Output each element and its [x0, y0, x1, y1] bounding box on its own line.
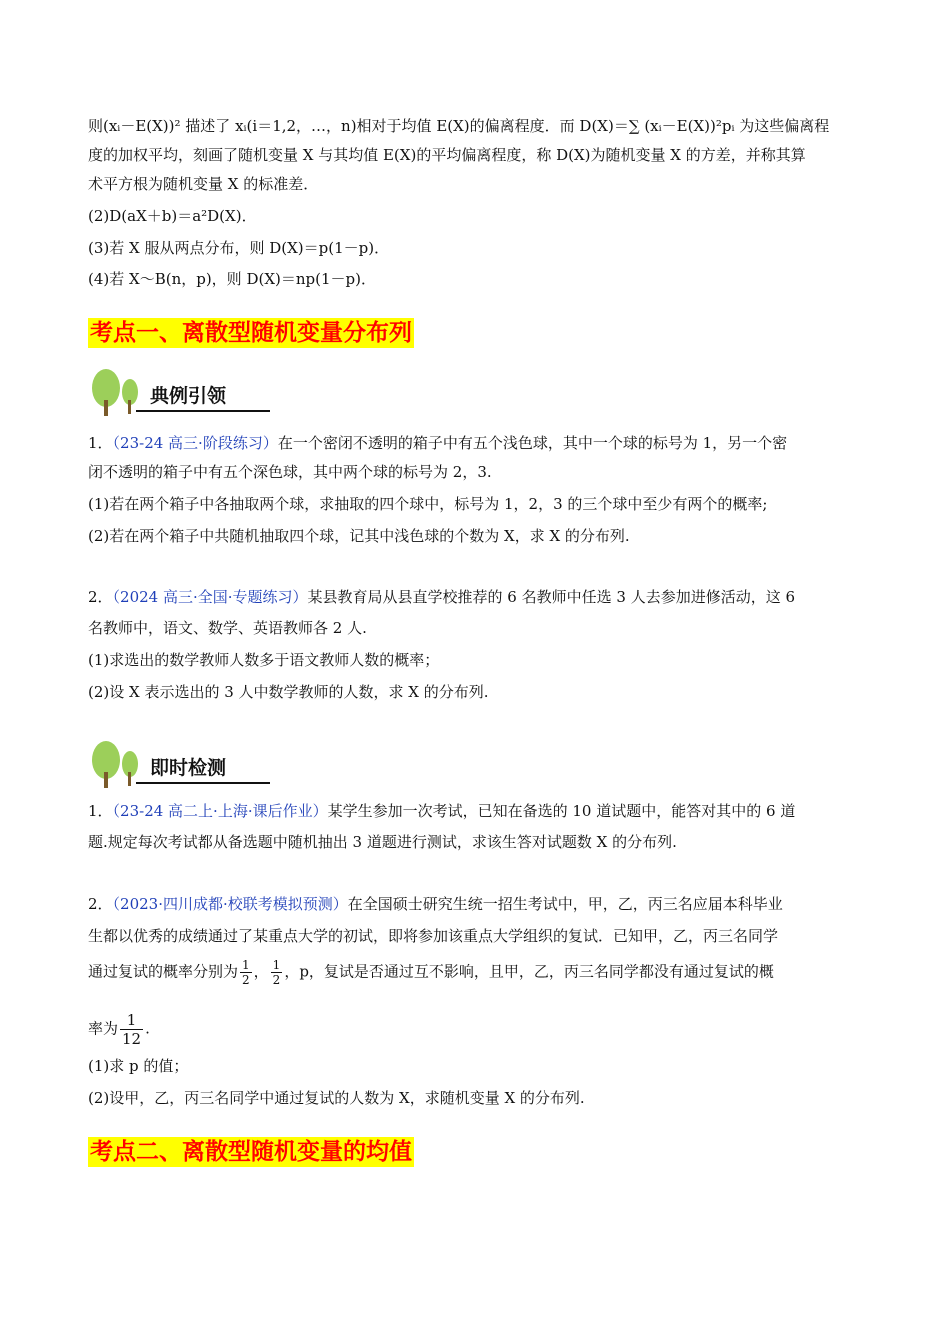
question-text: 在一个密闭不透明的箱子中有五个浅色球，其中一个球的标号为 1，另一个密: [277, 434, 788, 452]
example-badge: [88, 368, 270, 418]
practice-2-part-1: (1)求 p 的值；: [88, 1057, 189, 1075]
question-source: （2023·四川成都·校联考模拟预测）: [112, 895, 348, 913]
example-2-line-1: [88, 587, 795, 607]
example-1-line-1: [88, 433, 787, 453]
example-1-line-2: 闭不透明的箱子中有五个深色球，其中两个球的标号为 2，3.: [88, 463, 492, 481]
intro-line-3: 术平方根为随机变量 X 的标准差．: [88, 175, 319, 193]
question-number: 2．: [88, 895, 113, 913]
example-2-line-2: 名教师中，语文、数学、英语教师各 2 人.: [88, 619, 367, 637]
example-2-part-2: (2)设 X 表示选出的 3 人中数学教师的人数，求 X 的分布列.: [88, 683, 489, 701]
badge-label: 即时检测: [150, 757, 227, 779]
fraction-one-half: $\frac{1}{2}$: [272, 958, 281, 987]
practice-2-line-3: [88, 958, 774, 987]
badge-label: 典例引领: [150, 385, 227, 407]
section-heading-1: 考点一、离散型随机变量分布列: [90, 320, 412, 346]
question-text: ，p，复试是否通过互不影响，且甲，乙，丙三名同学都没有通过复试的概: [284, 962, 774, 981]
practice-2-line-2: 生都以优秀的成绩通过了某重点大学的初试，即将参加该重点大学组织的复试．已知甲，乙，丙三名同学: [88, 927, 779, 945]
example-2-part-1: (1)求选出的数学教师人数多于语文教师人数的概率；: [88, 651, 440, 669]
practice-2-line-1: [88, 894, 783, 914]
section-heading-2: 考点二、离散型随机变量的均值: [90, 1139, 412, 1165]
badge-underline: [136, 410, 270, 412]
property-3: (3)若 X 服从两点分布，则 D(X)＝p(1－p)．: [88, 239, 390, 257]
property-4: (4)若 X～B(n，p)，则 D(X)＝np(1－p)．: [88, 270, 376, 288]
intro-line-1: 则(xᵢ－E(X))² 描述了 xᵢ(i＝1,2，…，n)相对于均值 E(X)的偏离程度．而 D(X)＝∑ (xᵢ－E(X))²pᵢ 为这些偏离程: [88, 117, 830, 135]
question-source: （2024 高三·全国·专题练习）: [112, 588, 308, 606]
question-text: 在全国硕士研究生统一招生考试中，甲，乙，丙三名应届本科毕业: [347, 895, 783, 913]
separator: ，: [253, 962, 269, 981]
question-number: 2．: [88, 588, 113, 606]
badge-underline: [136, 782, 270, 784]
question-number: 1．: [88, 434, 113, 452]
question-text: .: [145, 1019, 150, 1038]
question-text: 某学生参加一次考试，已知在备选的 10 道试题中，能答对其中的 6 道: [327, 802, 796, 820]
question-text: 某县教育局从县直学校推荐的 6 名教师中任选 3 人去参加进修活动，这 6: [307, 588, 796, 606]
question-source: （23-24 高三·阶段练习）: [112, 434, 278, 452]
question-source: （23-24 高二上·上海·课后作业）: [112, 802, 328, 820]
question-text: 通过复试的概率分别为: [88, 962, 239, 981]
practice-badge: [88, 740, 270, 790]
practice-1-line-2: 题.规定每次考试都从备选题中随机抽出 3 道题进行测试，求该生答对试题数 X 的分布列.: [88, 833, 677, 851]
example-1-part-1: (1)若在两个箱子中各抽取两个球，求抽取的四个球中，标号为 1，2，3 的三个球中至少有两个的概率;: [88, 495, 768, 513]
example-1-part-2: (2)若在两个箱子中共随机抽取四个球，记其中浅色球的个数为 X，求 X 的分布列.: [88, 527, 630, 545]
question-number: 1．: [88, 802, 113, 820]
question-text: 率为: [88, 1019, 119, 1038]
property-2: (2)D(aX＋b)＝a²D(X)．: [88, 207, 257, 225]
fraction-one-twelfth: $\frac{1}{12}$: [122, 1011, 142, 1048]
practice-1-line-1: [88, 801, 795, 821]
practice-2-part-2: (2)设甲，乙，丙三名同学中通过复试的人数为 X，求随机变量 X 的分布列.: [88, 1089, 585, 1107]
intro-line-2: 度的加权平均，刻画了随机变量 X 与其均值 E(X)的平均偏离程度，称 D(X)为随机变量 X 的方差，并称其算: [88, 146, 806, 164]
fraction-one-half: $\frac{1}{2}$: [242, 958, 250, 987]
practice-2-line-4: [88, 1011, 150, 1048]
